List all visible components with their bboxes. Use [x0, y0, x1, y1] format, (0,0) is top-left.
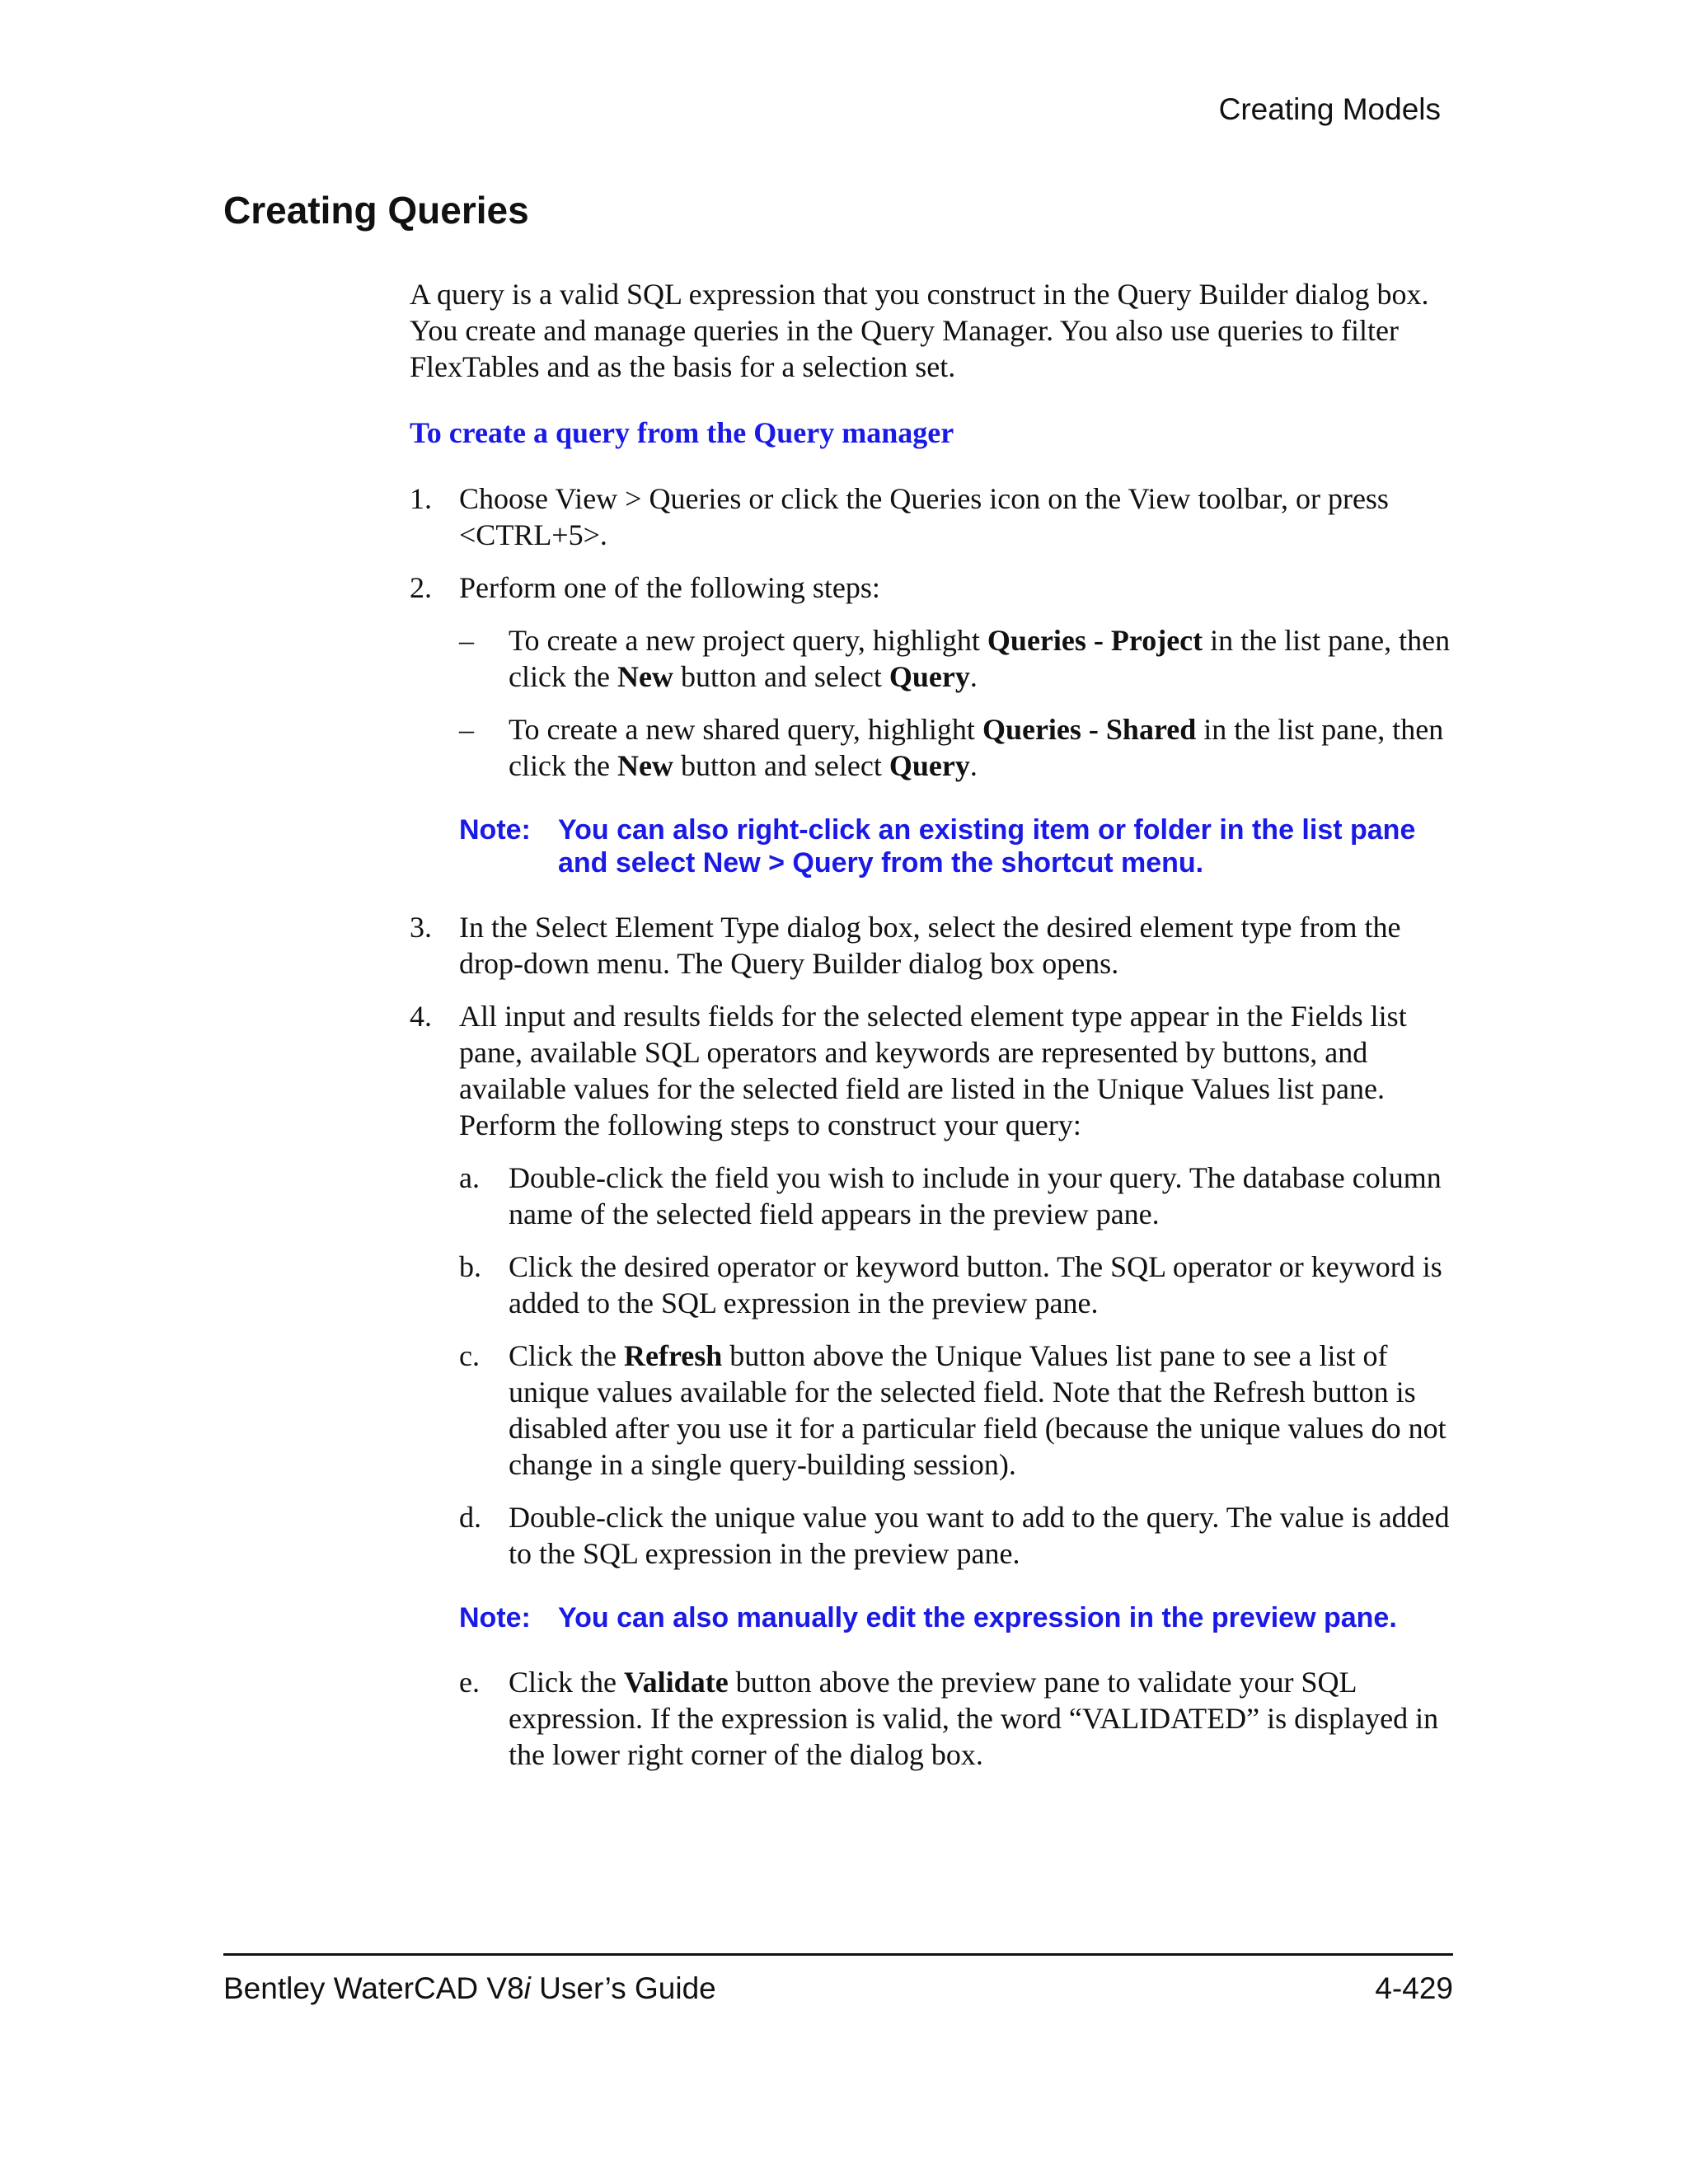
option-text: . — [969, 749, 978, 782]
option-text: button and select — [673, 660, 889, 693]
step-4 — [410, 998, 1456, 1572]
substep-text: Click the — [509, 1339, 624, 1372]
substep-marker: d. — [459, 1501, 481, 1534]
step-text: All input and results fields for the selected element type appear in the Fields list pane, available SQL operators and keywords are represented by buttons, and available values for the selected field are listed in the Unique Values list pane. Perform the following steps to construct your query: — [459, 1000, 1407, 1141]
footer-product: Bentley WaterCAD V8 — [223, 1971, 524, 2005]
option-bold: Query — [889, 660, 970, 693]
substep-bold: Refresh — [623, 1339, 723, 1372]
note-label: Note: — [459, 814, 531, 846]
substep-marker: b. — [459, 1250, 481, 1283]
step-4-continued — [410, 1664, 1456, 1773]
step-number: 2. — [410, 571, 432, 604]
step-text: In the Select Element Type dialog box, select the desired element type from the drop-down menu. The Query Builder dialog box opens. — [459, 911, 1401, 980]
substep-marker: a. — [459, 1161, 480, 1194]
substep-text: button above the Unique Values list pane to see a list of unique values available for the selected field. Note that the Refresh button is disabled after you use it for a particular field (because the unique values do not change in a single query-building session). — [509, 1339, 1447, 1481]
substep-text: Click the desired operator or keyword button. The SQL operator or keyword is added to the SQL expression in the preview pane. — [509, 1250, 1442, 1319]
option-text: in the list pane, then click the — [509, 624, 1451, 693]
step-2-option-project — [459, 622, 1456, 695]
step-text: Choose View > Queries or click the Queries icon on the View toolbar, or press <CTRL+5>. — [459, 482, 1389, 551]
step-number: 3. — [410, 911, 432, 944]
body-content — [410, 276, 1456, 1789]
note-right-click — [459, 813, 1456, 879]
note-label: Note: — [459, 1602, 531, 1633]
option-bold: Queries - Shared — [982, 713, 1197, 746]
step-text: Perform one of the following steps: — [459, 571, 880, 604]
substep-bold: Validate — [623, 1666, 729, 1699]
option-bold: Queries - Project — [987, 624, 1203, 657]
substep-d — [459, 1499, 1456, 1572]
option-text: button and select — [673, 749, 889, 782]
note-text: You can also right-click an existing item or folder in the list pane and select New > Query from the shortcut menu. — [558, 814, 1416, 879]
footer-guide: User’s Guide — [530, 1971, 716, 2005]
substep-text: Click the — [509, 1666, 624, 1699]
note-manual-edit — [459, 1601, 1456, 1634]
running-header: Creating Models — [1218, 92, 1441, 126]
substep-a — [459, 1160, 1456, 1232]
substep-text: button above the preview pane to validate your SQL expression. If the expression is valid, the word “VALIDATED” is displayed in the lower right corner of the dialog box. — [509, 1666, 1439, 1771]
option-bold: Query — [889, 749, 970, 782]
footer-guide-title — [223, 1971, 716, 2006]
step-number: 1. — [410, 482, 432, 515]
option-text: To create a new project query, highlight — [509, 624, 987, 657]
substep-text: Double-click the unique value you want to add to the query. The value is added to the SQL expression in the preview pane. — [509, 1501, 1450, 1570]
dash-marker: – — [459, 624, 474, 657]
substep-e — [459, 1664, 1456, 1773]
section-title: Creating Queries — [223, 189, 529, 232]
step-1 — [410, 480, 1456, 553]
substep-marker: c. — [459, 1339, 480, 1372]
intro-paragraph: A query is a valid SQL expression that you construct in the Query Builder dialog box. You create and manage queries in the Query Manager. You also use queries to filter FlexTables and as the basis for a selection set. — [410, 278, 1429, 383]
option-text: in the list pane, then click the — [509, 713, 1444, 782]
footer-rule — [223, 1953, 1453, 1956]
option-text: To create a new shared query, highlight — [509, 713, 982, 746]
substep-marker: e. — [459, 1666, 480, 1699]
substep-c — [459, 1338, 1456, 1483]
note-text: You can also manually edit the expression in the preview pane. — [558, 1602, 1397, 1633]
substep-b — [459, 1249, 1456, 1321]
step-3 — [410, 909, 1456, 982]
option-bold: New — [617, 749, 673, 782]
procedure-heading: To create a query from the Query manager — [410, 416, 954, 449]
step-2 — [410, 569, 1456, 784]
option-text: . — [969, 660, 978, 693]
substep-text: Double-click the field you wish to include in your query. The database column name of the selected field appears in the preview pane. — [509, 1161, 1442, 1230]
step-2-option-shared — [459, 711, 1456, 784]
dash-marker: – — [459, 713, 474, 746]
page-number: 4-429 — [1375, 1971, 1453, 2005]
step-number: 4. — [410, 1000, 432, 1033]
footer-product-italic: i — [523, 1971, 531, 2005]
option-bold: New — [617, 660, 673, 693]
